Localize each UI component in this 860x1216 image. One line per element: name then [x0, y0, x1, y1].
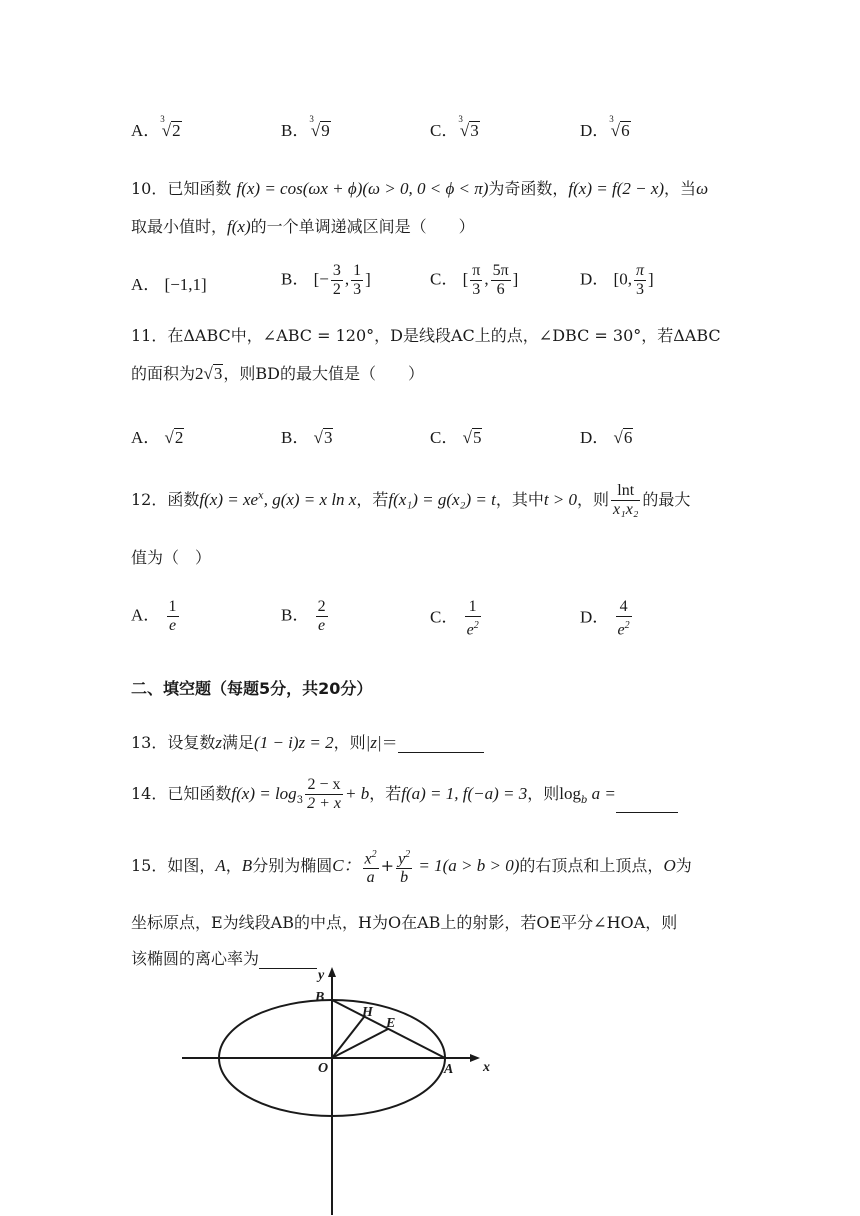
q11-option-d: D． √6 — [580, 428, 633, 447]
ellipse-diagram — [170, 965, 490, 1215]
segment-oe — [332, 1029, 388, 1058]
label-a: A — [444, 1062, 454, 1077]
q11-option-b: B． √3 — [281, 428, 333, 447]
q12-option-c: C． $\frac{1}{e^2}$ — [430, 598, 479, 639]
q9-option-b: B．$^3$√9 — [281, 114, 330, 140]
q12-option-b: B． $\frac{2}{e}$ — [281, 598, 326, 634]
q10-option-b: B． [− $\frac{3}{2}$ , $\frac{1}{3}$ ] — [281, 262, 371, 298]
q15-line3: 该椭圆的离心率为 — [131, 946, 317, 969]
q9-option-a: A．$^3$√2 — [131, 114, 181, 140]
q12-line2: 值为（ ） — [131, 548, 212, 567]
q10-option-c: C． [ $\frac{\pi}{3}$ , $\frac{5\pi}{6}$ ] — [430, 262, 519, 298]
label-y: y — [318, 968, 325, 983]
q15-line1: 15．如图，A，B分别为椭圆C： $\frac{x^2}{a}$ + $\frac{y^2}{b}$ = 1(a > b > 0)的右顶点和上顶点，O为 — [131, 846, 692, 887]
q10-line2: 取最小值时，f(x)的一个单调递减区间是（ ） — [131, 217, 475, 236]
q10-line1: 10．已知函数 f(x) = cos(ωx + ϕ)(ω > 0, 0 < ϕ < π)为奇函数，f(x) = f(2 − x)，当ω — [131, 179, 709, 198]
q11-option-a: A． √2 — [131, 428, 184, 447]
q11-line2: 的面积为2√3，则BD的最大值是（ ） — [131, 364, 424, 383]
q13-answer-blank[interactable] — [398, 733, 484, 753]
segment-oh — [332, 1017, 364, 1058]
q12-option-a: A． $\frac{1}{e}$ — [131, 598, 177, 634]
q11-line1: 11．在ΔABC中，∠ABC = 120°，D是线段AC上的点，∠DBC = 30°，若ΔABC — [131, 326, 721, 345]
q14-line: 14．已知函数$f(x) = \log_3$ $\frac{2 - x}{2 + x}$ + b，若f(a) = 1, f(−a) = 3，则$\log_b a$ = — [131, 776, 678, 813]
q9-option-c: C．$^3$√3 — [430, 114, 479, 140]
label-b: B — [315, 990, 325, 1005]
q13-line: 13．设复数z满足(1 − i)z = 2，则|z|＝ — [131, 730, 484, 753]
x-axis-arrow — [470, 1054, 480, 1062]
y-axis-arrow — [328, 967, 336, 977]
label-e: E — [386, 1016, 396, 1031]
label-o: O — [318, 1061, 329, 1076]
q10-option-d: D． [0, $\frac{\pi}{3}$ ] — [580, 262, 654, 298]
section-heading: 二、填空题（每题5分，共20分） — [131, 679, 373, 698]
q12-option-d: D． $\frac{4}{e^2}$ — [580, 598, 630, 639]
q11-option-c: C． √5 — [430, 428, 482, 447]
q10-option-a: A． [−1,1] — [131, 275, 207, 294]
label-x: x — [483, 1060, 490, 1075]
label-h: H — [362, 1005, 373, 1020]
q9-option-d: D．$^3$√6 — [580, 114, 630, 140]
q12-line1: 12．函数$f(x) = xe^x$, g(x) = x ln x，若f(x₁) = g(x₂) = t，其中t > 0，则 $\frac{\ln t}{\text{x₁x₂}}$ 的最大 — [131, 482, 691, 518]
q14-answer-blank[interactable] — [616, 793, 678, 813]
q15-line2: 坐标原点，E为线段AB的中点，H为O在AB上的射影，若OE平分∠HOA，则 — [131, 913, 678, 932]
